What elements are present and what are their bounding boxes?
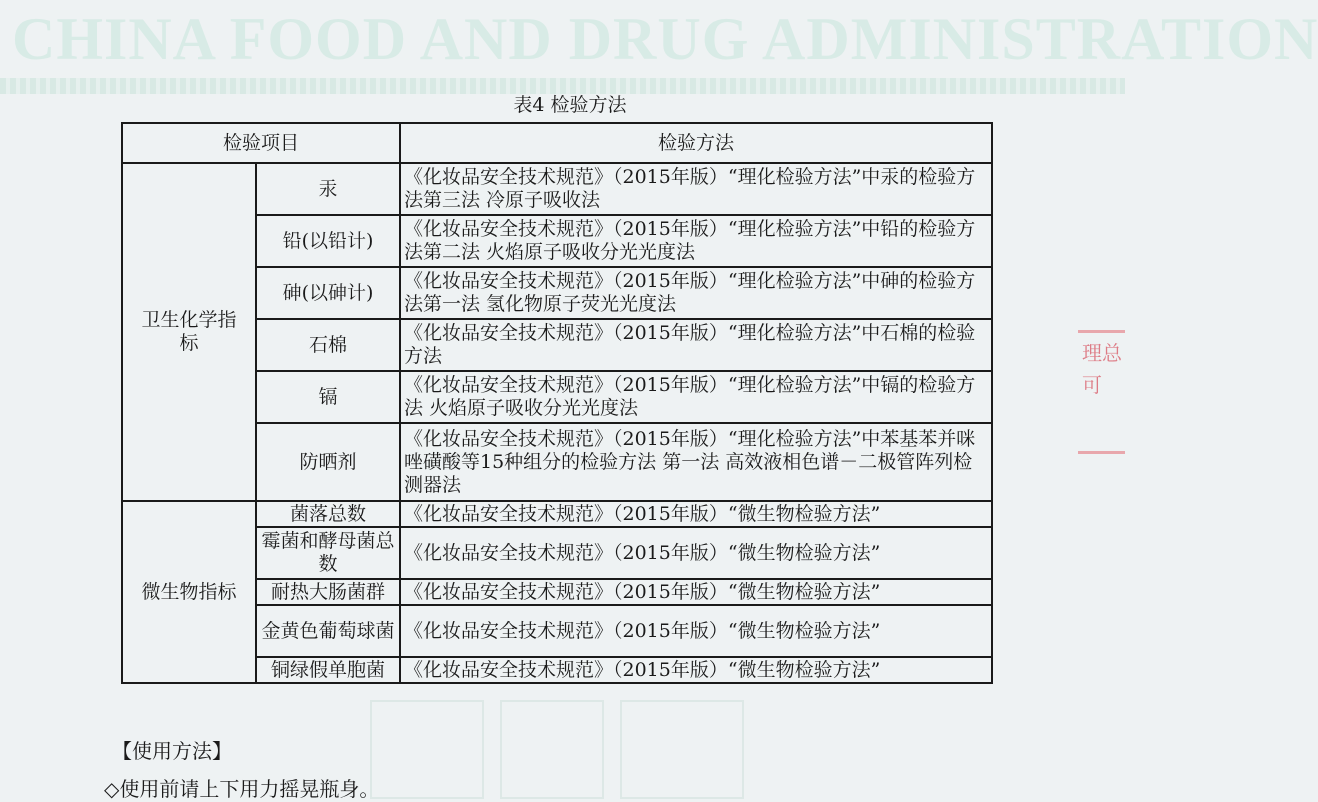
item-cell: 防晒剂 [256, 423, 400, 501]
item-cell: 耐热大肠菌群 [256, 579, 400, 605]
item-cell: 金黄色葡萄球菌 [256, 605, 400, 657]
item-cell: 砷(以砷计) [256, 267, 400, 319]
method-cell: 《化妆品安全技术规范》（2015年版）“微生物检验方法” [400, 605, 992, 657]
category-chemical: 卫生化学指标 [122, 163, 256, 501]
method-cell: 《化妆品安全技术规范》（2015年版）“微生物检验方法” [400, 527, 992, 579]
item-cell: 菌落总数 [256, 501, 400, 527]
table-caption: 表4 检验方法 [513, 94, 627, 116]
method-cell: 《化妆品安全技术规范》（2015年版）“微生物检验方法” [400, 501, 992, 527]
background-logo-block [500, 700, 604, 799]
background-logo-block [370, 700, 484, 799]
method-cell: 《化妆品安全技术规范》（2015年版）“微生物检验方法” [400, 579, 992, 605]
item-cell: 铜绿假单胞菌 [256, 657, 400, 683]
item-cell: 铅(以铅计) [256, 215, 400, 267]
stamp-line: 可 [1082, 373, 1102, 397]
watermark-text: CHINA FOOD AND DRUG ADMINISTRATION [12, 6, 1318, 72]
header-inspection-item: 检验项目 [122, 123, 400, 163]
method-cell: 《化妆品安全技术规范》（2015年版）“理化检验方法”中石棉的检验方法 [400, 319, 992, 371]
table-row [122, 163, 992, 215]
method-cell: 《化妆品安全技术规范》（2015年版）“理化检验方法”中镉的检验方法 火焰原子吸收分光光度法 [400, 371, 992, 423]
item-cell: 汞 [256, 163, 400, 215]
inspection-methods-table [121, 122, 993, 684]
usage-instruction: ◇使用前请上下用力摇晃瓶身。 [104, 777, 380, 801]
table-row [122, 501, 992, 527]
background-logo-block [620, 700, 744, 799]
method-cell: 《化妆品安全技术规范》（2015年版）“微生物检验方法” [400, 657, 992, 683]
category-microbiological: 微生物指标 [122, 501, 256, 683]
method-cell: 《化妆品安全技术规范》（2015年版）“理化检验方法”中苯基苯并咪唑磺酸等15种组分的检验方法 第一法 高效液相色谱－二极管阵列检测器法 [400, 423, 992, 501]
item-cell: 镉 [256, 371, 400, 423]
item-cell: 霉菌和酵母菌总数 [256, 527, 400, 579]
method-cell: 《化妆品安全技术规范》（2015年版）“理化检验方法”中汞的检验方法第三法 冷原子吸收法 [400, 163, 992, 215]
item-cell: 石棉 [256, 319, 400, 371]
table-header-row [122, 123, 992, 163]
red-seal-stamp [1078, 330, 1125, 454]
method-cell: 《化妆品安全技术规范》（2015年版）“理化检验方法”中铅的检验方法第二法 火焰原子吸收分光光度法 [400, 215, 992, 267]
header-inspection-method: 检验方法 [400, 123, 992, 163]
stamp-line: 理总 [1082, 341, 1122, 365]
usage-heading: 【使用方法】 [112, 739, 232, 763]
method-cell: 《化妆品安全技术规范》（2015年版）“理化检验方法”中砷的检验方法第一法 氢化物原子荧光光度法 [400, 267, 992, 319]
